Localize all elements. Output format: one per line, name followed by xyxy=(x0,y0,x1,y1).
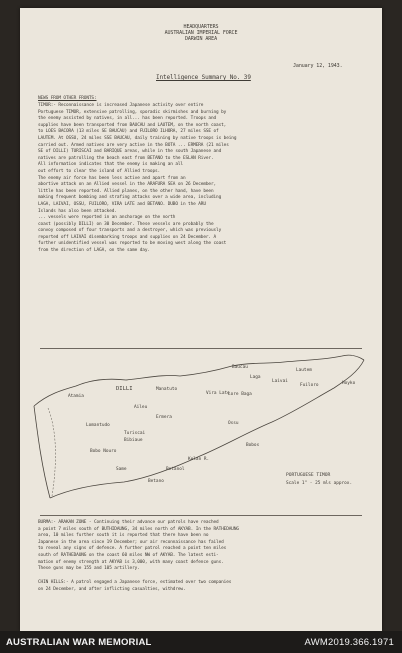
footer-bar xyxy=(0,631,402,653)
chin-hills-line: on 24 December, and after inflicting casualties, withdrew. xyxy=(38,586,186,592)
letterhead xyxy=(20,24,382,42)
body-line: All information indicates that the enemy is making an all xyxy=(38,162,183,168)
map-label-fuiloro: Fuiloro xyxy=(300,383,319,388)
document-page xyxy=(20,8,382,631)
map-label-betanol: Betanol xyxy=(166,467,185,472)
letterhead-line-2: AUSTRALIAN IMPERIAL FORCE xyxy=(164,30,238,36)
map-label-lomantudo: Lomantudo xyxy=(86,423,110,428)
body-line: reported off LAIVAI disembarking troops and supplies on 24 December. A xyxy=(38,234,217,240)
burma-line: to reveal any signs of defence. A further patrol reached a point ten miles xyxy=(38,546,227,552)
body-line: little has been reported. Allied planes, on the other hand, have been xyxy=(38,188,214,194)
map-scale: Scale 1" - 25 mls approx. xyxy=(286,481,353,486)
burma-section xyxy=(38,520,239,573)
chin-hills-line: CHIN HILLS:- A patrol engaged a Japanese force, estimated over two companies xyxy=(38,580,232,585)
burma-line: south of RATHEDAUNG on the coast 60 miles NW of AKYAB. The latest esti- xyxy=(38,552,219,558)
burma-line: mation of enemy strength at AKYAB is 3,000, with many coast defence guns. xyxy=(38,559,224,565)
map-label-aileu: Aileu xyxy=(134,405,148,410)
body-line: TIMOR:- Reconnaissance is increased Japanese activity over entire xyxy=(38,103,204,108)
map-label-same: Same xyxy=(116,467,127,472)
body-line: carried out. Armed natives are very active in the BOTA ... ERMERA (21 miles xyxy=(38,142,229,148)
body-line: SE of DILLI) TURISCAI and BARIQUE areas, while in the south Japanese and xyxy=(38,149,222,155)
map-label-hoyko: Hoyko xyxy=(342,381,356,386)
timor-map xyxy=(28,348,374,508)
document-date: January 12, 1943. xyxy=(293,63,343,69)
map-label-bibiaue: Bibiaue xyxy=(124,438,143,443)
body-line: the enemy assisted by natives, in all... has been reported. Troops and xyxy=(38,116,217,122)
chin-hills-section xyxy=(38,580,231,593)
map-label-vira-late: Vira Late xyxy=(206,391,230,396)
body-line: ... vessels were reported in an anchorage on the north xyxy=(38,215,176,221)
map-label-laivai: Laivai xyxy=(272,379,288,384)
map-label-baucau: Baucau xyxy=(232,365,248,370)
body-line: supplies have been transported from BAUCAU and LAUTEM, on the north coast, xyxy=(38,122,227,128)
footer-record-id: AWM2019.366.1971 xyxy=(304,637,394,648)
map-label-bobos: Bobos xyxy=(246,443,260,448)
map-label-laga: Laga xyxy=(250,375,261,380)
map-title: PORTUGUESE TIMOR xyxy=(286,473,331,478)
footer-org: AUSTRALIAN WAR MEMORIAL xyxy=(6,637,152,648)
body-line: further unidentified vessel was reported to be moving west along the coast xyxy=(38,241,227,247)
letterhead-line-1: HEADQUARTERS xyxy=(183,24,219,30)
map-label-ossu: Ossu xyxy=(228,421,239,426)
body-line: abortive attack on an Allied vessel in the ARAFURA SEA on 26 December, xyxy=(38,182,217,188)
body-line: The enemy air force has been less active and apart from an xyxy=(38,175,186,181)
body-line: out effort to clear the island of Allied troops. xyxy=(38,168,161,174)
body-line: convoy composed of four transports and a destroyer, which was previously xyxy=(38,228,222,234)
body-line: LAUTEM. At OSSU, 24 miles SSE BAUCAU, daily training by native troops is being xyxy=(38,135,237,141)
body-line: coast (possibly DILLI) on 30 December. These vessels are probably the xyxy=(38,221,214,227)
body-text xyxy=(38,103,236,255)
burma-line: These guns may be 155 and 105 artillery. xyxy=(38,566,140,572)
map-label-ermera: Ermera xyxy=(156,415,172,420)
divider-bottom xyxy=(40,515,362,516)
map-label-bobo-nouro: Bobo Nouro xyxy=(90,449,117,454)
burma-line: a point 7 miles south of BUTHIDAUNG, 34 miles north of AKYAB. In the RATHEDAUNG xyxy=(38,526,239,532)
burma-line: area, 10 miles further south it is reported that there have been no xyxy=(38,533,209,539)
map-label-manatuto: Manatuto xyxy=(156,387,178,392)
body-line: Portuguese TIMOR, extensive patrolling, sporadic skirmishes and burning by xyxy=(38,109,227,115)
body-line: to LOES BACORA (13 miles SE BAUCAU) and FUILORO ILHORA, 27 miles SSE of xyxy=(38,129,219,135)
map-label-lore-baga: Lore Baga xyxy=(228,392,252,397)
burma-line: Japanese in the area since 19 December; our air reconnaissance has failed xyxy=(38,539,224,545)
letterhead-line-3: DARWIN AREA xyxy=(184,36,217,42)
map-label-lautem: Lautem xyxy=(296,368,312,373)
section-heading: NEWS FROM OTHER FRONTS: xyxy=(38,96,97,101)
map-label-atamia: Atamia xyxy=(68,394,84,399)
map-label-betano: Betano xyxy=(148,479,164,484)
body-line: natives are patrolling the beach east from BETANO to the ESLAN River. xyxy=(38,155,214,161)
map-border xyxy=(48,408,55,496)
body-line: from the direction of LAGA, on the same day. xyxy=(38,248,150,254)
burma-line: BURMA:- ARAKAN ZONE - Continuing their advance our patrols have reached xyxy=(38,520,219,525)
map-label-turiscai: Turiscai xyxy=(124,431,146,436)
map-label-kelan-river: Kelan R. xyxy=(188,457,210,462)
body-line: LAGA, LAIVAI, OSSU, FUILORO, VIRA LATE and BETANO. DUBO in the ARU xyxy=(38,201,206,207)
body-line: Islands has also been attacked. xyxy=(38,208,117,214)
summary-title: Intelligence Summary No. 39 xyxy=(156,74,251,81)
map-label-dilli: DILLI xyxy=(116,386,133,392)
body-line: making frequent bombing and strafing attacks over a wide area, including xyxy=(38,195,222,201)
